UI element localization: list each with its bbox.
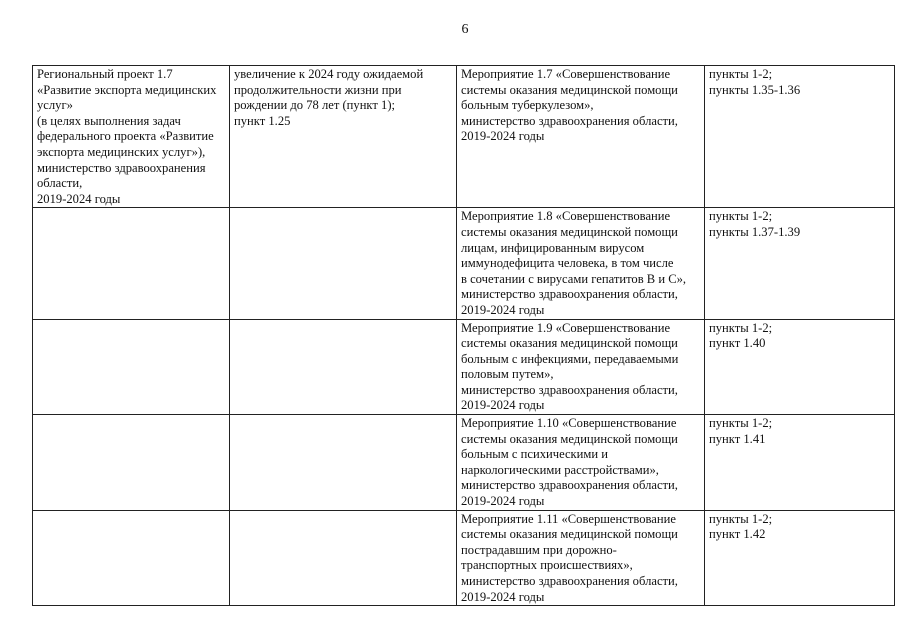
project-cell-line: федерального проекта «Развитие [37,129,214,144]
measure-cell-line: министерство здравоохранения области, [461,478,678,493]
result-cell [230,415,457,511]
measure-cell-line: Мероприятие 1.7 «Совершенствование [461,67,671,81]
result-cell-line: продолжительности жизни при [234,82,402,97]
table-row [33,510,895,606]
points-cell-line: пункты 1.35-1.36 [709,82,801,97]
measure-cell [457,208,705,319]
points-cell-line: пункт 1.42 [709,527,766,542]
measure-cell-line: системы оказания медицинской помощи [461,527,678,542]
measure-cell-line: половым путем», [461,367,554,382]
measure-cell-line: лицам, инфицированным вирусом [461,240,645,255]
measure-cell-line: Мероприятие 1.9 «Совершенствование [461,320,671,335]
points-cell [705,510,895,606]
project-cell-line: услуг» [37,98,73,113]
project-cell [33,415,230,511]
measures-table [32,65,895,606]
result-cell-line: пункт 1.25 [234,113,291,128]
project-cell-line: министерство здравоохранения [37,160,206,175]
result-cell-line: увеличение к 2024 году ожидаемой [234,67,424,81]
project-cell-line: 2019-2024 годы [37,191,121,206]
measure-cell [457,66,705,208]
points-cell [705,415,895,511]
project-cell-line: экспорта медицинских услуг»), [37,144,206,159]
measure-cell-line: системы оказания медицинской помощи [461,336,678,351]
points-cell-line: пункт 1.40 [709,336,766,351]
measure-cell-line: Мероприятие 1.11 «Совершенствование [461,511,676,526]
project-cell [33,66,230,208]
points-cell [705,66,895,208]
measure-cell-line: 2019-2024 годы [461,398,545,413]
project-cell-line: «Развитие экспорта медицинских [37,82,217,97]
measure-cell-line: 2019-2024 годы [461,589,545,604]
points-cell [705,319,895,415]
measure-cell-line: больным с психическими и [461,447,609,462]
measure-cell-line: системы оказания медицинской помощи [461,82,678,97]
measure-cell-line: Мероприятие 1.10 «Совершенствование [461,416,677,431]
points-cell-line: пункт 1.41 [709,431,766,446]
measure-cell-line: иммунодефицита человека, в том числе [461,256,674,271]
table-row [33,208,895,319]
measure-cell-line: системы оказания медицинской помощи [461,224,678,239]
points-cell-line: пункты 1-2; [709,209,773,224]
points-cell-line: пункты 1-2; [709,67,773,81]
measure-cell-line: больным с инфекциями, передаваемыми [461,351,679,366]
measure-cell-line: министерство здравоохранения области, [461,287,678,302]
project-cell-line: (в целях выполнения задач [37,113,181,128]
result-cell [230,510,457,606]
points-cell-line: пункты 1-2; [709,511,773,526]
measure-cell [457,510,705,606]
result-cell [230,208,457,319]
table-row [33,66,895,208]
measure-cell-line: Мероприятие 1.8 «Совершенствование [461,209,671,224]
measure-cell [457,415,705,511]
project-cell-line: области, [37,176,83,191]
measure-cell-line: министерство здравоохранения области, [461,574,678,588]
measure-cell-line: больным туберкулезом», [461,98,594,113]
result-cell [230,66,457,208]
project-cell [33,319,230,415]
points-cell-line: пункты 1.37-1.39 [709,224,801,239]
measure-cell-line: системы оказания медицинской помощи [461,431,678,446]
project-cell [33,208,230,319]
measure-cell-line: пострадавшим при дорожно- [461,542,617,557]
measure-cell-line: министерство здравоохранения области, [461,113,678,128]
table-row [33,415,895,511]
measure-cell-line: 2019-2024 годы [461,494,545,509]
measure-cell-line: наркологическими расстройствами», [461,462,659,477]
measure-cell [457,319,705,415]
project-cell [33,510,230,606]
measure-cell-line: в сочетании с вирусами гепатитов В и С», [461,271,687,286]
points-cell [705,208,895,319]
points-cell-line: пункты 1-2; [709,320,773,335]
measure-cell-line: министерство здравоохранения области, [461,382,678,397]
measure-cell-line: 2019-2024 годы [461,129,545,144]
table-row [33,319,895,415]
result-cell-line: рождении до 78 лет (пункт 1); [234,98,396,113]
result-cell [230,319,457,415]
measure-cell-line: транспортных происшествиях», [461,558,633,573]
page-number: 6 [461,22,469,37]
project-cell-line: Региональный проект 1.7 [37,67,173,81]
points-cell-line: пункты 1-2; [709,416,773,431]
measure-cell-line: 2019-2024 годы [461,302,545,317]
